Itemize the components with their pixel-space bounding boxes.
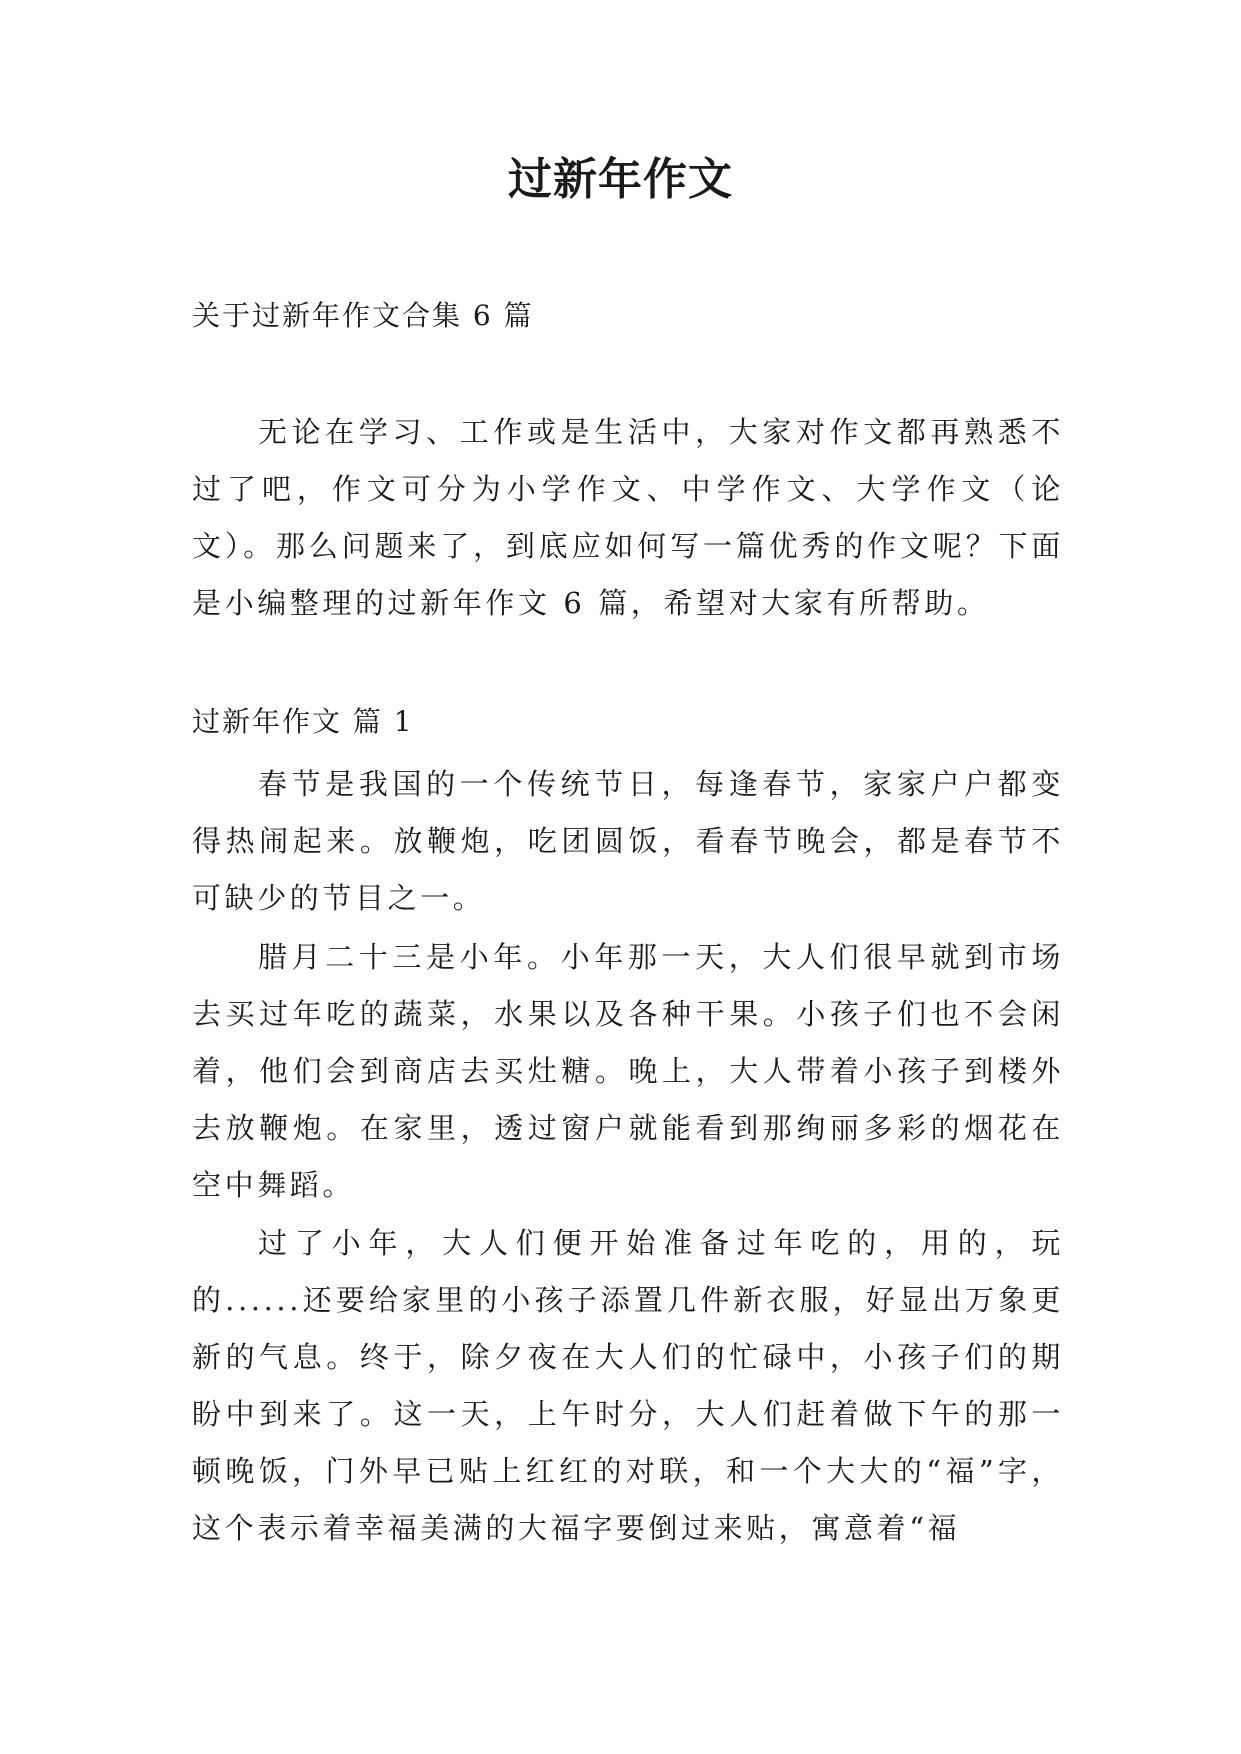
document-subtitle: 关于过新年作文合集 6 篇: [192, 299, 534, 332]
section-heading: 过新年作文 篇 1: [192, 705, 414, 738]
body-paragraph: 过了小年，大人们便开始准备过年吃的，用的，玩的......还要给家里的小孩子添置几件新衣服，好显出万象更新的气息。终于，除夕夜在大人们的忙碌中，小孩子们的期盼中到来了。这一天，上午时分，大人们赶着做下午的那一顿晚饭，门外早已贴上红红的对联，和一个大大的“福”字，这个表示着幸福美满的大福字要倒过来贴，寓意着“福: [192, 1226, 1064, 1545]
document-title: 过新年作文: [508, 154, 733, 205]
body-paragraph: 春节是我国的一个传统节日，每逢春节，家家户户都变得热闹起来。放鞭炮，吃团圆饭，看春节晚会，都是春节不可缺少的节目之一。: [192, 767, 1064, 915]
body-paragraph: 腊月二十三是小年。小年那一天，大人们很早就到市场去买过年吃的蔬菜，水果以及各种干果。小孩子们也不会闲着，他们会到商店去买灶糖。晚上，大人带着小孩子到楼外去放鞭炮。在家里，透过窗户就能看到那绚丽多彩的烟花在空中舞蹈。: [192, 940, 1064, 1202]
intro-paragraph: 无论在学习、工作或是生活中，大家对作文都再熟悉不过了吧，作文可分为小学作文、中学作文、大学作文（论文）。那么问题来了，到底应如何写一篇优秀的作文呢？下面是小编整理的过新年作文 6 篇，希望对大家有所帮助。: [192, 415, 1064, 620]
